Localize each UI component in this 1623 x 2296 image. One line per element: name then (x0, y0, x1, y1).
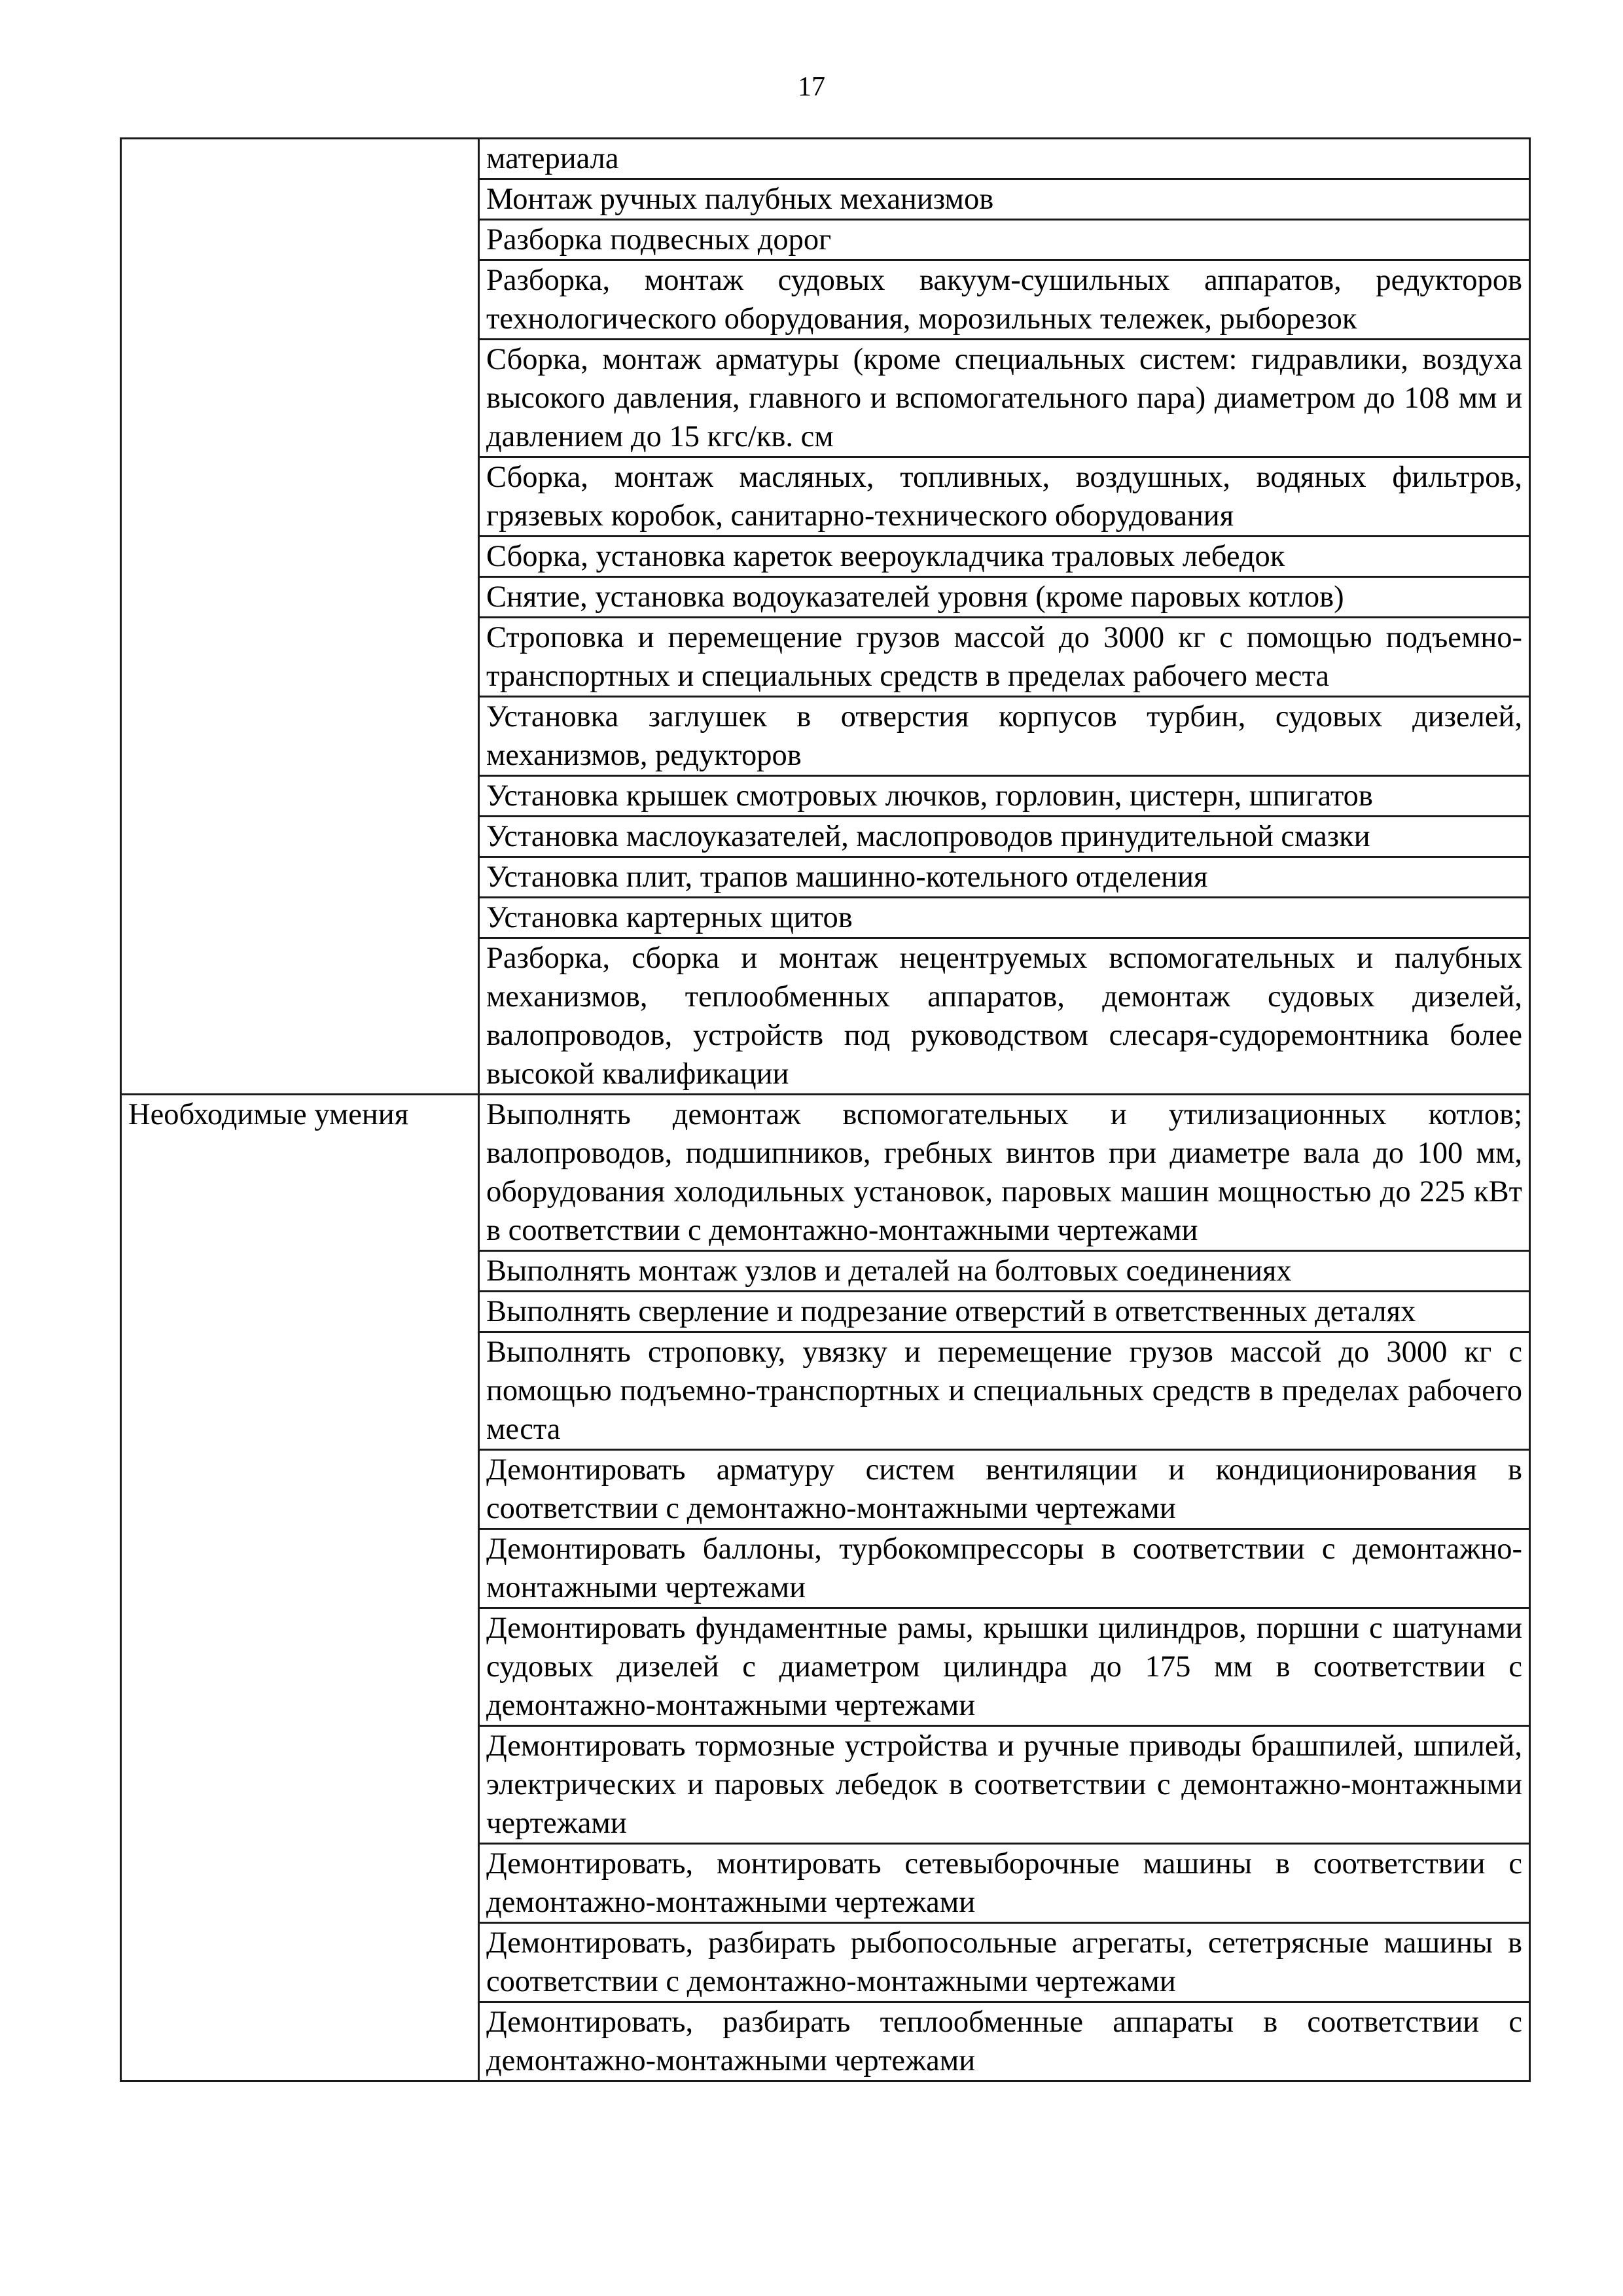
row-label-continued (121, 139, 479, 1095)
table-cell: материала (479, 139, 1530, 179)
table-cell: Монтаж ручных палубных механизмов (479, 179, 1530, 220)
table-cell: Сборка, монтаж арматуры (кроме специальных систем: гидравлики, воздуха высокого давления, главного и вспомогательного пара) диаметром до 108 мм и давлением до 15 кгс/кв. см (479, 340, 1530, 457)
table-cell: Выполнять сверление и подрезание отверстий в ответственных деталях (479, 1292, 1530, 1332)
table-cell: Сборка, монтаж масляных, топливных, воздушных, водяных фильтров, грязевых коробок, санитарно-технического оборудования (479, 457, 1530, 537)
table-cell: Выполнять строповку, увязку и перемещение грузов массой до 3000 кг с помощью подъемно-транспортных и специальных средств в пределах рабочего места (479, 1332, 1530, 1450)
table-row (121, 1095, 1530, 1251)
table-cell: Демонтировать арматуру систем вентиляции и кондиционирования в соответствии с демонтажно-монтажными чертежами (479, 1450, 1530, 1529)
table-cell: Демонтировать фундаментные рамы, крышки цилиндров, поршни с шатунами судовых дизелей с диаметром цилиндра до 175 мм в соответствии с демонтажно-монтажными чертежами (479, 1608, 1530, 1726)
table-cell: Установка картерных щитов (479, 898, 1530, 938)
table-cell: Установка заглушек в отверстия корпусов турбин, судовых дизелей, механизмов, редукторов (479, 697, 1530, 776)
table-cell: Демонтировать баллоны, турбокомпрессоры в соответствии с демонтажно-монтажными чертежами (479, 1529, 1530, 1608)
table-cell: Разборка, монтаж судовых вакуум-сушильных аппаратов, редукторов технологического оборудования, морозильных тележек, рыборезок (479, 260, 1530, 340)
table-cell: Выполнять монтаж узлов и деталей на болтовых соединениях (479, 1251, 1530, 1292)
table-row (121, 139, 1530, 179)
table-cell: Установка крышек смотровых лючков, горловин, цистерн, шпигатов (479, 776, 1530, 817)
table-cell: Сборка, установка кареток веероукладчика траловых лебедок (479, 537, 1530, 577)
table-cell: Разборка, сборка и монтаж нецентруемых вспомогательных и палубных механизмов, теплообменных аппаратов, демонтаж судовых дизелей, валопроводов, устройств под руководством слесаря-судоремонтника более высокой квалификации (479, 938, 1530, 1095)
table-cell: Снятие, установка водоуказателей уровня (кроме паровых котлов) (479, 577, 1530, 618)
table-cell: Разборка подвесных дорог (479, 220, 1530, 260)
table-cell: Демонтировать, монтировать сетевыборочные машины в соответствии с демонтажно-монтажными чертежами (479, 1844, 1530, 1923)
table-cell: Установка маслоуказателей, маслопроводов принудительной смазки (479, 817, 1530, 857)
table-cell: Демонтировать, разбирать теплообменные аппараты в соответствии с демонтажно-монтажными чертежами (479, 2002, 1530, 2081)
table-cell: Установка плит, трапов машинно-котельного отделения (479, 857, 1530, 898)
page-number: 17 (798, 72, 825, 102)
table-cell: Демонтировать тормозные устройства и ручные приводы брашпилей, шпилей, электрических и паровых лебедок в соответствии с демонтажно-монтажными чертежами (479, 1726, 1530, 1844)
table-cell: Демонтировать, разбирать рыбопосольные агрегаты, сететрясные машины в соответствии с демонтажно-монтажными чертежами (479, 1923, 1530, 2002)
row-label-skills: Необходимые умения (121, 1095, 479, 2081)
requirements-table (120, 137, 1531, 2082)
table-cell: Строповка и перемещение грузов массой до 3000 кг с помощью подъемно-транспортных и специальных средств в пределах рабочего места (479, 618, 1530, 697)
table-cell: Выполнять демонтаж вспомогательных и утилизационных котлов; валопроводов, подшипников, гребных винтов при диаметре вала до 100 мм, оборудования холодильных установок, паровых машин мощностью до 225 кВт в соответствии с демонтажно-монтажными чертежами (479, 1095, 1530, 1251)
